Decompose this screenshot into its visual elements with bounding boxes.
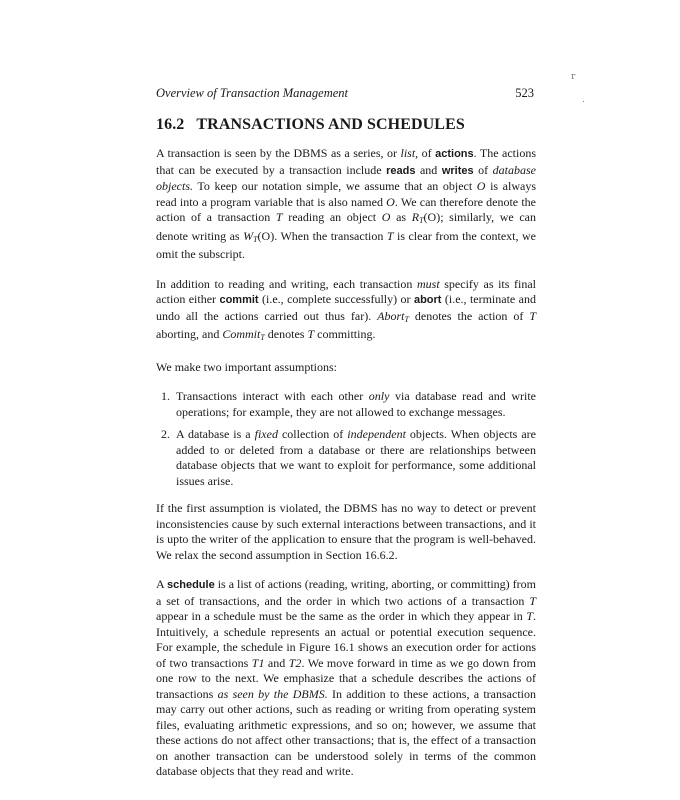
paragraph-assumptions-intro: We make two important assumptions: [156, 359, 338, 374]
list-item: 2. A database is a fixed collection of independent objects. When objects are added to or deleted from a database or there are relationships between database objects that we want to exploit for performance, some additional issues arise. [161, 427, 536, 488]
stray-dot: . [582, 95, 585, 105]
page-number: 523 [515, 86, 534, 100]
body-text [156, 146, 536, 794]
stray-mark: r [571, 72, 576, 82]
assumptions-list [156, 389, 536, 489]
list-item: 1. Transactions interact with each other only via database read and write operations; for example, they are not allowed to exchange messages. [161, 389, 536, 419]
paragraph-schedule-definition: A schedule is a list of actions (reading, writing, aborting, or committing) from a set of transactions, and the order in which two actions of a transaction T appear in a schedule must be the same as the order in which they appear in T. Intuitively, a schedule represents an actual or potential execution sequence. For example, the schedule in Figure 16.1 shows an execution order for actions of two transactions T1 and T2. We move forward in time as we go down from one row to the next. We emphasize that a schedule describes the actions of transactions as seen by the DBMS. In addition to these actions, a transaction may carry out other actions, such as reading or writing from operating system files, evaluating arithmetic expressions, and so on; however, we assume that these actions do not affect other transactions; that is, the effect of a transaction on another transaction can be understood solely in terms of the common database objects that they read and write. [156, 577, 537, 778]
paragraph-assumption-violation: If the first assumption is violated, the DBMS has no way to detect or prevent inconsistencies cause by such external interactions between transactions, and it is upto the writer of the application to ensure that the program is well-behaved. We relax the second assumption in Section 16.6.2. [156, 501, 536, 562]
paragraph-commit-abort: In addition to reading and writing, each transaction must specify as its final action either commit (i.e., complete successfully) or abort (i.e., terminate and undo all the actions carried out thus far). Abort$_T$ denotes the action of T aborting, and Commit$_T$ denotes T committing. [156, 276, 536, 342]
running-title: Overview of Transaction Management [156, 86, 348, 100]
section-title: TRANSACTIONS AND SCHEDULES [196, 116, 465, 133]
section-number: 16.2 [156, 116, 185, 133]
paragraph-transaction-definition: A transaction is seen by the DBMS as a series, or list, of actions. The actions that can be executed by a transaction include reads and writes of database objects. To keep our notation simple, we assume that an object O is always read into a program variable that is also named O. We can therefore denote the action of a transaction T reading an object O as $R_T(O)$; similarly, we can denote writing as $W_T(O)$. When the transaction T is clear from the context, we omit the subscript. [156, 146, 537, 261]
page-header [156, 86, 534, 101]
section-heading [156, 116, 465, 134]
